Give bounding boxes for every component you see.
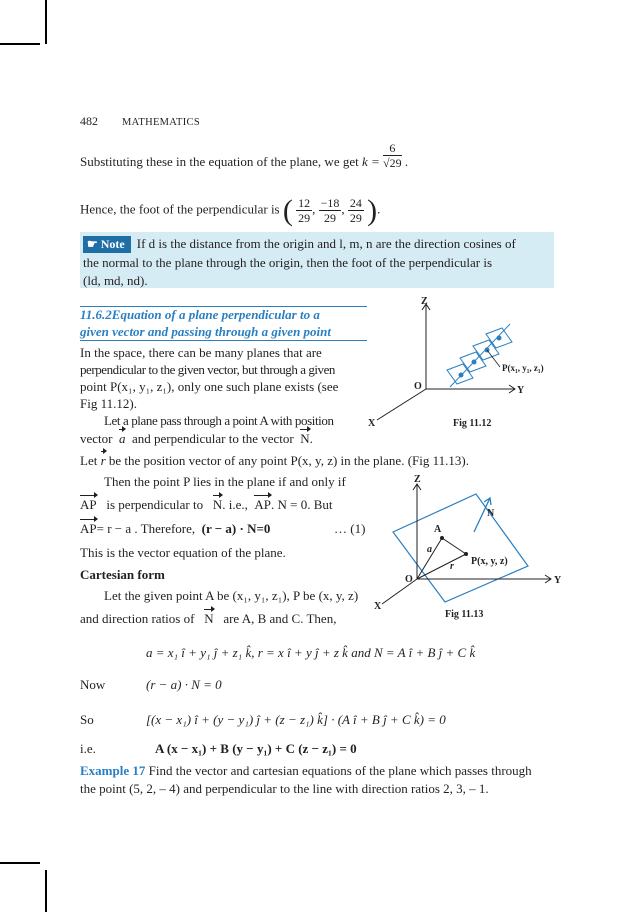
z-label: Z (421, 296, 428, 307)
equation-number: … (1) (334, 521, 366, 536)
point-p (464, 552, 468, 556)
x-axis (377, 389, 426, 420)
vector-ap (442, 538, 466, 554)
point-p-label: P(x₁, y₁, z₁) (502, 363, 544, 373)
example-line-2: the point (5, 2, – 4) and perpendicular to the line with direction ratios 2, 3, – 1. (80, 781, 489, 796)
para-foot-of-perpendicular: Hence, the foot of the perpendicular is ( $\frac{12}{29}$ , $\frac{-18}{29}$ , $\frac{24}{29}$ ). (80, 194, 381, 227)
cartesian-equation: a = x₁ î + y₁ ĵ + z₁ k̂, r = x î + y ĵ + z k̂ and N = A î + B ĵ + C k̂ (146, 645, 476, 660)
page-number: 482 (80, 114, 98, 128)
section-rule (80, 306, 367, 307)
point-a-label: A (434, 524, 442, 535)
body-line: and direction ratios of N are A, B and C. Then, (80, 611, 337, 626)
body-line: Let the given point A be (x₁, y₁, z₁), P be (x, y, z) (104, 588, 359, 603)
point (472, 360, 477, 365)
body-line: This is the vector equation of the plane. (80, 545, 286, 560)
section-rule (80, 340, 367, 341)
origin-label: O (405, 574, 413, 585)
point-p-label: P(x, y, z) (471, 556, 508, 567)
figure-11-13 (370, 472, 570, 622)
ie-label: i.e. (80, 741, 96, 756)
crop-mark (45, 0, 47, 44)
body-line: Let a plane pass through a point A with position (104, 413, 334, 428)
body-line: In the space, there can be many planes that are (80, 345, 322, 360)
figure-caption: Fig 11.13 (445, 609, 484, 620)
note-badge: ☛ Note (83, 236, 131, 253)
ie-equation: A (x − x₁) + B (y − y₁) + C (z − z₁) = 0 (155, 741, 357, 756)
so-label: So (80, 712, 94, 727)
example-line-1: Example 17 Find the vector and cartesian equations of the plane which passes through (80, 763, 532, 778)
normal-line (450, 324, 510, 387)
body-line: Then the point P lies in the plane if and only if (104, 474, 346, 489)
body-line: AP is perpendicular to N. i.e., AP. N = 0. But (80, 497, 333, 512)
y-label: Y (517, 385, 525, 396)
now-equation: (r − a) · N = 0 (146, 677, 222, 692)
body-line: Let r be the position vector of any point P(x, y, z) in the plane. (Fig 11.13). (80, 453, 469, 468)
running-title: MATHEMATICS (122, 117, 200, 128)
figure-11-12 (365, 292, 565, 442)
z-label: Z (414, 474, 421, 485)
body-line: Fig 11.12). (80, 396, 137, 411)
crop-mark (0, 43, 40, 45)
now-label: Now (80, 677, 106, 692)
point-a (440, 536, 444, 540)
cartesian-heading: Cartesian form (80, 567, 165, 582)
section-heading: 11.6.2Equation of a plane perpendicular to a (80, 307, 320, 322)
plane (393, 494, 528, 602)
so-equation: [(x − x₁) î + (y − y₁) ĵ + (z − z₁) k̂] · (A î + B ĵ + C k̂) = 0 (146, 712, 446, 727)
point (459, 373, 464, 378)
body-line: vector a and perpendicular to the vector N. (80, 431, 313, 446)
para-substituting: Substituting these in the equation of the plane, we get k = $\frac{6}{√29}$ . (80, 140, 409, 170)
crop-mark (45, 870, 47, 912)
section-heading-2: given vector and passing through a given point (80, 324, 331, 339)
note-line-3: (ld, md, nd). (83, 273, 148, 288)
note-line-1: ☛ Note If d is the distance from the origin and l, m, n are the direction cosines of (83, 236, 516, 253)
body-line: point P(x₁, y₁, z₁), only one such plane exists (see (80, 379, 339, 394)
point (497, 336, 502, 341)
x-label: X (374, 601, 382, 612)
vector-r-label: r (450, 561, 454, 572)
origin-label: O (414, 381, 422, 392)
figure-caption: Fig 11.12 (453, 418, 492, 429)
y-label: Y (554, 575, 562, 586)
normal-label: N (487, 508, 495, 519)
vector-a-label: a (427, 544, 432, 555)
fraction: $\frac{6}{√29}$ (383, 140, 402, 170)
body-line: perpendicular to the given vector, but through a given (80, 362, 335, 377)
crop-mark (0, 862, 40, 864)
x-label: X (368, 418, 376, 429)
vector-equation-line: AP= r − a . Therefore, (r − a) · N=0 (80, 521, 271, 536)
note-line-2: the normal to the plane through the origin, then the foot of the perpendicular is (83, 255, 493, 270)
